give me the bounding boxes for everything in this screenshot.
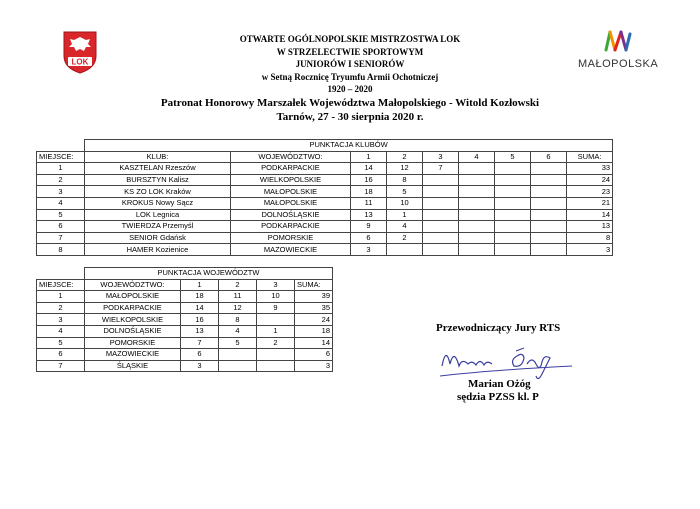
table-cell: 1 — [257, 325, 295, 337]
document-header — [150, 33, 550, 124]
table-cell: 14 — [295, 337, 333, 349]
table-cell: 18 — [351, 186, 387, 198]
table-cell — [531, 244, 567, 256]
table-cell — [495, 163, 531, 175]
table-cell: 6 — [37, 349, 85, 361]
jury-chair-name: Marian Ożóg — [468, 378, 531, 390]
header-cell: 3 — [257, 279, 295, 291]
voivodeship-row — [37, 337, 333, 349]
header-line-1: OTWARTE OGÓLNOPOLSKIE MISTRZOSTWA LOK — [239, 34, 461, 44]
table-cell: 18 — [181, 291, 219, 303]
table-cell: 5 — [37, 209, 85, 221]
table-cell — [495, 244, 531, 256]
table-cell: DOLNOŚLĄSKIE — [85, 325, 181, 337]
table-cell: 8 — [219, 314, 257, 326]
club-row — [37, 221, 613, 233]
table-cell — [423, 174, 459, 186]
clubs-table-body — [37, 163, 613, 256]
table-cell: WIELKOPOLSKIE — [85, 314, 181, 326]
table-cell: 39 — [295, 291, 333, 303]
table-cell: KROKUS Nowy Sącz — [85, 197, 231, 209]
clubs-table-header-row — [37, 151, 613, 163]
table-cell: 2 — [37, 302, 85, 314]
table-cell: KS ZO LOK Kraków — [85, 186, 231, 198]
table-cell: 4 — [219, 325, 257, 337]
lok-logo — [62, 30, 98, 74]
header-cell: 1 — [181, 279, 219, 291]
table-cell: 3 — [181, 360, 219, 372]
table-cell — [531, 209, 567, 221]
malopolska-logo — [578, 30, 658, 70]
club-row — [37, 197, 613, 209]
header-line-3: JUNIORÓW I SENIORÓW — [295, 59, 405, 69]
table-cell — [531, 232, 567, 244]
table-cell: 3 — [351, 244, 387, 256]
table-cell: 2 — [257, 337, 295, 349]
table-cell: MAZOWIECKIE — [231, 244, 351, 256]
voivodeship-row — [37, 302, 333, 314]
table-cell: 12 — [219, 302, 257, 314]
table-cell — [459, 197, 495, 209]
table-cell: 7 — [37, 232, 85, 244]
voivodeship-row — [37, 325, 333, 337]
table-cell: 2 — [387, 232, 423, 244]
table-cell — [423, 197, 459, 209]
table-cell — [459, 244, 495, 256]
voiv-table-header-row — [37, 279, 333, 291]
table-cell — [495, 186, 531, 198]
table-cell: HAMER Kozienice — [85, 244, 231, 256]
table-cell: 16 — [351, 174, 387, 186]
table-cell: 1 — [37, 291, 85, 303]
table-cell: 5 — [37, 337, 85, 349]
table-cell: 2 — [37, 174, 85, 186]
table-cell: 6 — [351, 232, 387, 244]
table-cell: 10 — [257, 291, 295, 303]
table-cell — [423, 209, 459, 221]
table-cell: 1 — [37, 163, 85, 175]
table-cell: 13 — [567, 221, 613, 233]
table-cell — [531, 186, 567, 198]
voivodeship-row — [37, 360, 333, 372]
table-cell: 1 — [387, 209, 423, 221]
header-cell: 6 — [531, 151, 567, 163]
table-cell: PODKARPACKIE — [231, 163, 351, 175]
table-cell: 6 — [295, 349, 333, 361]
table-cell — [495, 209, 531, 221]
header-date: Tarnów, 27 - 30 sierpnia 2020 r. — [276, 110, 424, 123]
table-cell — [387, 244, 423, 256]
table-cell — [531, 197, 567, 209]
voivodeship-row — [37, 314, 333, 326]
table-cell: DOLNOŚLĄSKIE — [231, 209, 351, 221]
table-cell: 5 — [219, 337, 257, 349]
table-cell — [423, 244, 459, 256]
clubs-table — [36, 139, 613, 256]
table-cell: 4 — [37, 197, 85, 209]
table-cell: 6 — [181, 349, 219, 361]
table-cell: MAŁOPOLSKIE — [85, 291, 181, 303]
table-cell: POMORSKIE — [85, 337, 181, 349]
voiv-table-title: PUNKTACJA WOJEWÓDZTW — [85, 268, 333, 280]
jury-chair-title: sędzia PZSS kl. P — [457, 391, 539, 403]
table-cell: 11 — [351, 197, 387, 209]
header-cell: SUMA: — [567, 151, 613, 163]
table-cell: 24 — [295, 314, 333, 326]
club-row — [37, 163, 613, 175]
header-cell: 2 — [387, 151, 423, 163]
header-cell: KLUB: — [85, 151, 231, 163]
header-cell: 2 — [219, 279, 257, 291]
table-cell: MAŁOPOLSKIE — [231, 197, 351, 209]
club-row — [37, 232, 613, 244]
table-cell — [423, 186, 459, 198]
table-cell: 18 — [295, 325, 333, 337]
table-cell — [219, 349, 257, 361]
table-cell: 14 — [181, 302, 219, 314]
table-cell — [257, 314, 295, 326]
table-cell: 8 — [387, 174, 423, 186]
table-cell — [459, 186, 495, 198]
table-cell: 7 — [181, 337, 219, 349]
table-cell: BURSZTYN Kalisz — [85, 174, 231, 186]
table-cell: 11 — [219, 291, 257, 303]
lok-logo-text: LOK — [71, 57, 89, 67]
table-cell: 13 — [181, 325, 219, 337]
table-cell: 7 — [37, 360, 85, 372]
table-cell — [219, 360, 257, 372]
table-cell: MAŁOPOLSKIE — [231, 186, 351, 198]
header-line-4: w Setną Rocznicę Tryumfu Armii Ochotniczej — [261, 71, 439, 82]
table-cell — [423, 232, 459, 244]
club-row — [37, 186, 613, 198]
header-cell: SUMA: — [295, 279, 333, 291]
table-cell: 13 — [351, 209, 387, 221]
jury-chair-role: Przewodniczący Jury RTS — [436, 322, 561, 334]
table-cell: 7 — [423, 163, 459, 175]
table-cell — [257, 360, 295, 372]
header-line-2: W STRZELECTWIE SPORTOWYM — [276, 46, 424, 57]
table-cell: TWIERDZA Przemyśl — [85, 221, 231, 233]
table-cell — [459, 163, 495, 175]
table-cell: 8 — [37, 244, 85, 256]
clubs-table-title-row — [37, 140, 613, 152]
clubs-table-title: PUNKTACJA KLUBÓW — [85, 140, 613, 152]
table-cell: KASZTELAN Rzeszów — [85, 163, 231, 175]
table-cell: PODKARPACKIE — [85, 302, 181, 314]
table-cell: 35 — [295, 302, 333, 314]
table-cell — [459, 221, 495, 233]
voivodeships-table — [36, 267, 333, 372]
header-cell: MIEJSCE: — [37, 279, 85, 291]
table-cell: MAZOWIECKIE — [85, 349, 181, 361]
header-patronage: Patronat Honorowy Marszałek Województwa Małopolskiego - Witold Kozłowski — [160, 96, 540, 109]
table-cell: WIELKOPOLSKIE — [231, 174, 351, 186]
club-row — [37, 174, 613, 186]
voivodeship-row — [37, 291, 333, 303]
table-cell — [459, 232, 495, 244]
voiv-table-title-row — [37, 268, 333, 280]
club-row — [37, 209, 613, 221]
table-cell: PODKARPACKIE — [231, 221, 351, 233]
table-cell — [459, 209, 495, 221]
table-cell: 9 — [257, 302, 295, 314]
table-cell: 16 — [181, 314, 219, 326]
table-cell: 3 — [37, 186, 85, 198]
table-cell: LOK Legnica — [85, 209, 231, 221]
header-cell: 1 — [351, 151, 387, 163]
table-cell — [531, 163, 567, 175]
club-row — [37, 244, 613, 256]
table-cell — [531, 174, 567, 186]
malopolska-logo-text: MAŁOPOLSKA — [578, 58, 659, 70]
table-cell: 14 — [567, 209, 613, 221]
table-cell: 3 — [37, 314, 85, 326]
table-cell: 6 — [37, 221, 85, 233]
header-cell: 4 — [459, 151, 495, 163]
voivodeship-row — [37, 349, 333, 361]
table-cell: 5 — [387, 186, 423, 198]
header-cell: WOJEWÓDZTWO: — [85, 279, 181, 291]
table-cell — [495, 174, 531, 186]
table-cell: 21 — [567, 197, 613, 209]
header-cell: MIEJSCE: — [37, 151, 85, 163]
table-cell — [495, 232, 531, 244]
table-cell: 24 — [567, 174, 613, 186]
malopolska-mark-icon — [603, 30, 633, 52]
table-cell: 14 — [351, 163, 387, 175]
header-cell: 3 — [423, 151, 459, 163]
table-cell — [531, 221, 567, 233]
table-cell — [495, 221, 531, 233]
table-cell — [257, 349, 295, 361]
table-cell: 10 — [387, 197, 423, 209]
table-cell: 4 — [387, 221, 423, 233]
table-cell: 3 — [567, 244, 613, 256]
table-cell: 12 — [387, 163, 423, 175]
voiv-table-body — [37, 291, 333, 372]
table-cell: POMORSKIE — [231, 232, 351, 244]
table-cell: SENIOR Gdańsk — [85, 232, 231, 244]
table-cell — [459, 174, 495, 186]
table-cell — [423, 221, 459, 233]
table-cell: 9 — [351, 221, 387, 233]
header-cell: WOJEWÓDZTWO: — [231, 151, 351, 163]
header-cell: 5 — [495, 151, 531, 163]
table-cell: 4 — [37, 325, 85, 337]
table-cell: 23 — [567, 186, 613, 198]
table-cell: 33 — [567, 163, 613, 175]
table-cell: ŚLĄSKIE — [85, 360, 181, 372]
table-cell: 8 — [567, 232, 613, 244]
header-line-5: 1920 – 2020 — [327, 84, 373, 94]
table-cell — [495, 197, 531, 209]
table-cell: 3 — [295, 360, 333, 372]
